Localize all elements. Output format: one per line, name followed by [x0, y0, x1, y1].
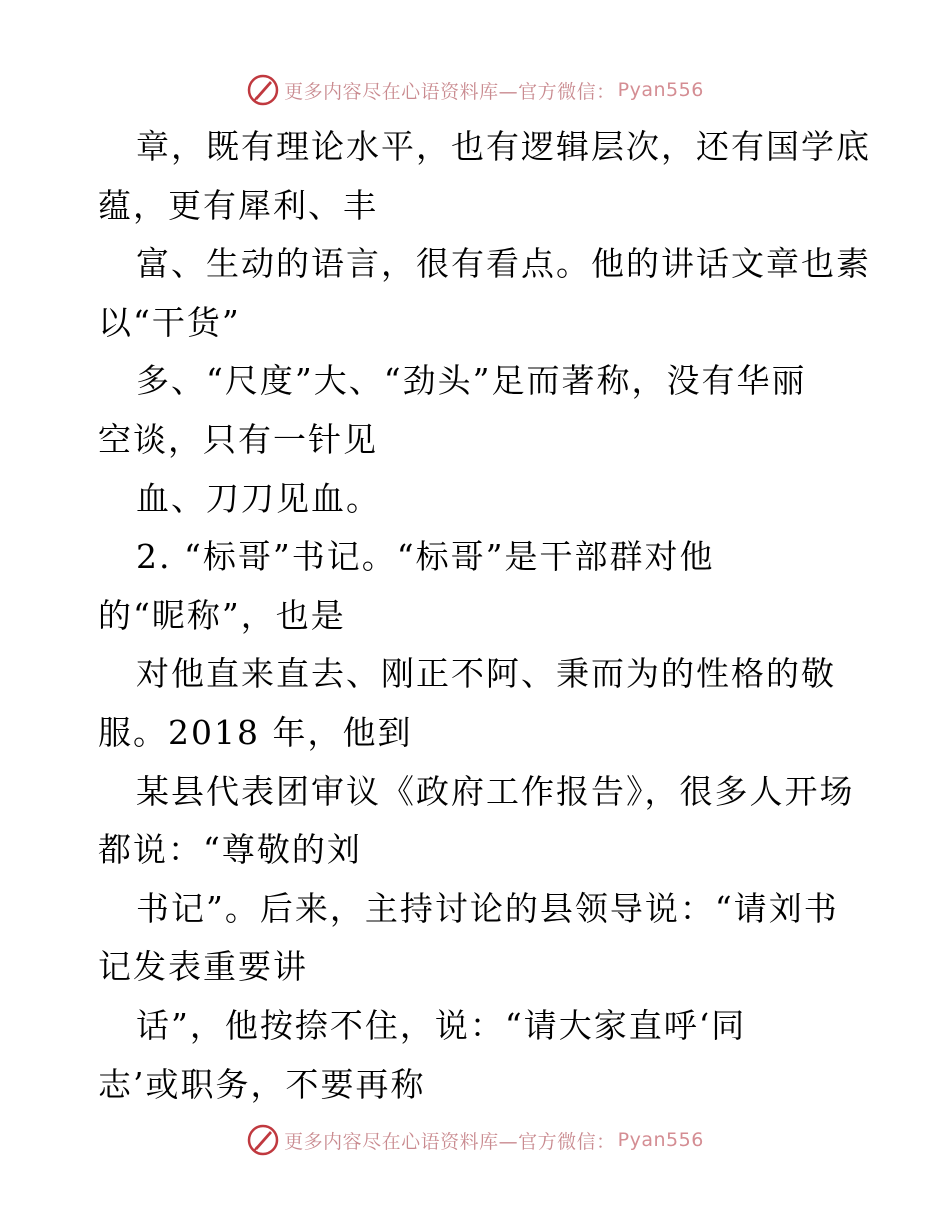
text-line: 2. “标哥”书记。“标哥”是干部群对他: [136, 537, 715, 577]
text-line: 的“昵称”，也是: [98, 595, 346, 635]
text-line: 对他直来直去、刚正不阿、秉而为的性格的敬: [136, 654, 836, 694]
text-line: 话”，他按捺不住，说：“请大家直呼‘同: [136, 1005, 747, 1045]
text-line: 志’或职务，不要再称: [98, 1064, 426, 1104]
text-line: 都说：“尊敬的刘: [98, 830, 362, 870]
header-watermark: [0, 72, 950, 108]
text-line: 以“干货”: [98, 302, 241, 342]
text-line: 富、生动的语言，很有看点。他的讲话文章也素: [136, 244, 871, 284]
text-line: 蕴，更有犀利、丰: [98, 185, 378, 225]
text-line: 书记”。后来，主持讨论的县领导说：“请刘书: [136, 888, 839, 928]
text-line: 章，既有理论水平，也有逻辑层次，还有国学底: [136, 127, 871, 166]
footer-watermark: [0, 1122, 950, 1158]
watermark-contact: Pyan556: [617, 1129, 704, 1151]
text-line: 多、“尺度”大、“劲头”足而著称，没有华丽: [136, 361, 807, 401]
document-body: [98, 118, 871, 1114]
watermark-contact: Pyan556: [617, 79, 704, 101]
text-line: 记发表重要讲: [98, 947, 308, 987]
watermark-text: 更多内容尽在心语资料库—官方微信：: [284, 80, 616, 103]
watermark-text: 更多内容尽在心语资料库—官方微信：: [284, 1130, 616, 1153]
text-line: 某县代表团审议《政府工作报告》，很多人开场: [136, 771, 855, 811]
quill-logo-icon: [246, 73, 280, 107]
text-line: 空谈，只有一针见: [98, 419, 378, 459]
text-line: 服。2018 年，他到: [98, 712, 413, 752]
quill-logo-icon: [246, 1123, 280, 1157]
text-line: 血、刀刀见血。: [136, 478, 381, 518]
